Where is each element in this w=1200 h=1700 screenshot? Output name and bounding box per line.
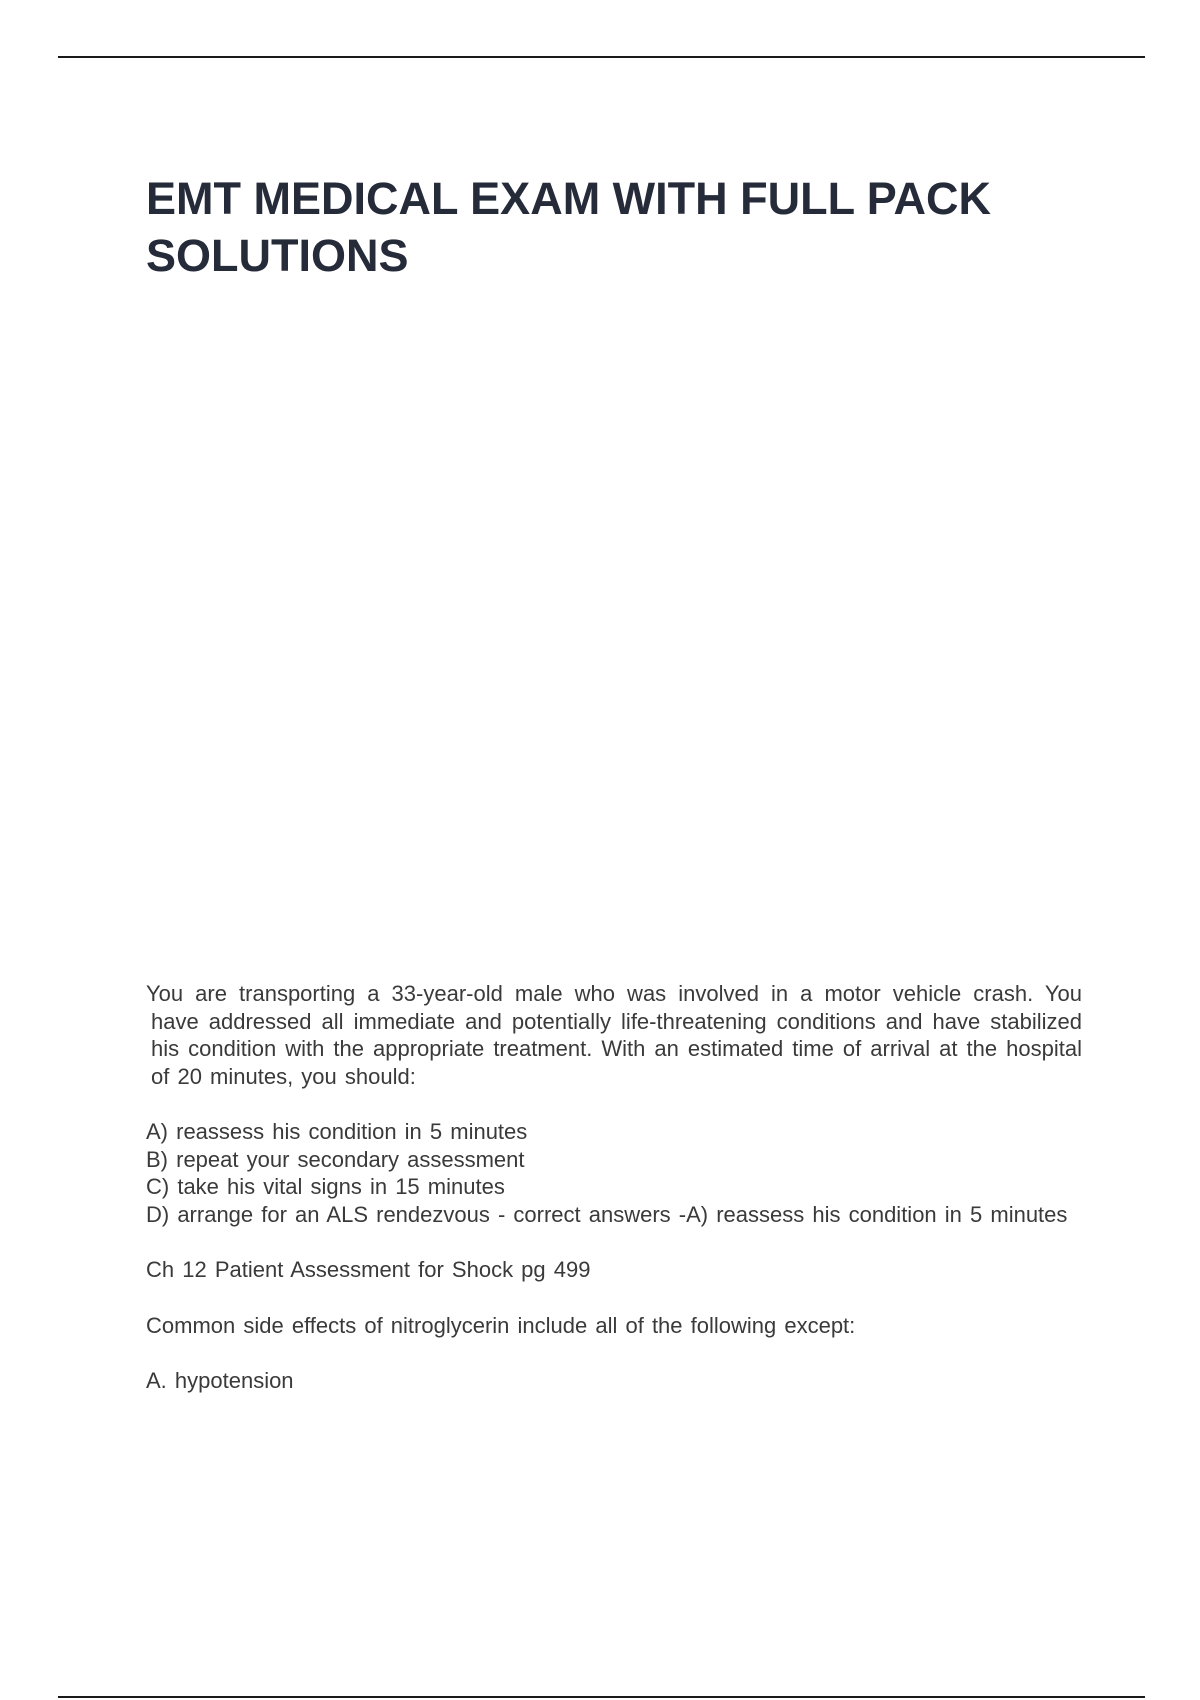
question-1-option-c: C) take his vital signs in 15 minutes [146, 1174, 505, 1199]
document-title: EMT MEDICAL EXAM WITH FULL PACK SOLUTIONS [146, 173, 991, 281]
question-1-option-a: A) reassess his condition in 5 minutes [146, 1119, 528, 1144]
top-rule [58, 56, 1145, 58]
bottom-rule [58, 1696, 1145, 1698]
question-1-options [146, 1118, 1082, 1228]
spacer [146, 1228, 1082, 1256]
question-1-stem: You are transporting a 33-year-old male who was involved in a motor vehicle crash. You have addressed all immediate and potentially life-threatening conditions and have stabilized his condition with the appropriate treatment. With an estimated time of arrival at the hospital of 20 minutes, you should: [146, 981, 1082, 1089]
spacer [146, 1339, 1082, 1367]
question-1-option-b: B) repeat your secondary assessment [146, 1146, 525, 1172]
chapter-reference: Ch 12 Patient Assessment for Shock pg 499 [146, 1257, 591, 1282]
question-2-stem: Common side effects of nitroglycerin include all of the following except: [146, 1312, 856, 1338]
question-1-option-d-with-answer: D) arrange for an ALS rendezvous - correct answers -A) reassess his condition in 5 minutes [146, 1201, 1068, 1227]
spacer [146, 1090, 1082, 1118]
spacer [146, 1284, 1082, 1312]
document-body [146, 980, 1082, 1395]
question-2-option-a: A. hypotension [146, 1368, 294, 1393]
